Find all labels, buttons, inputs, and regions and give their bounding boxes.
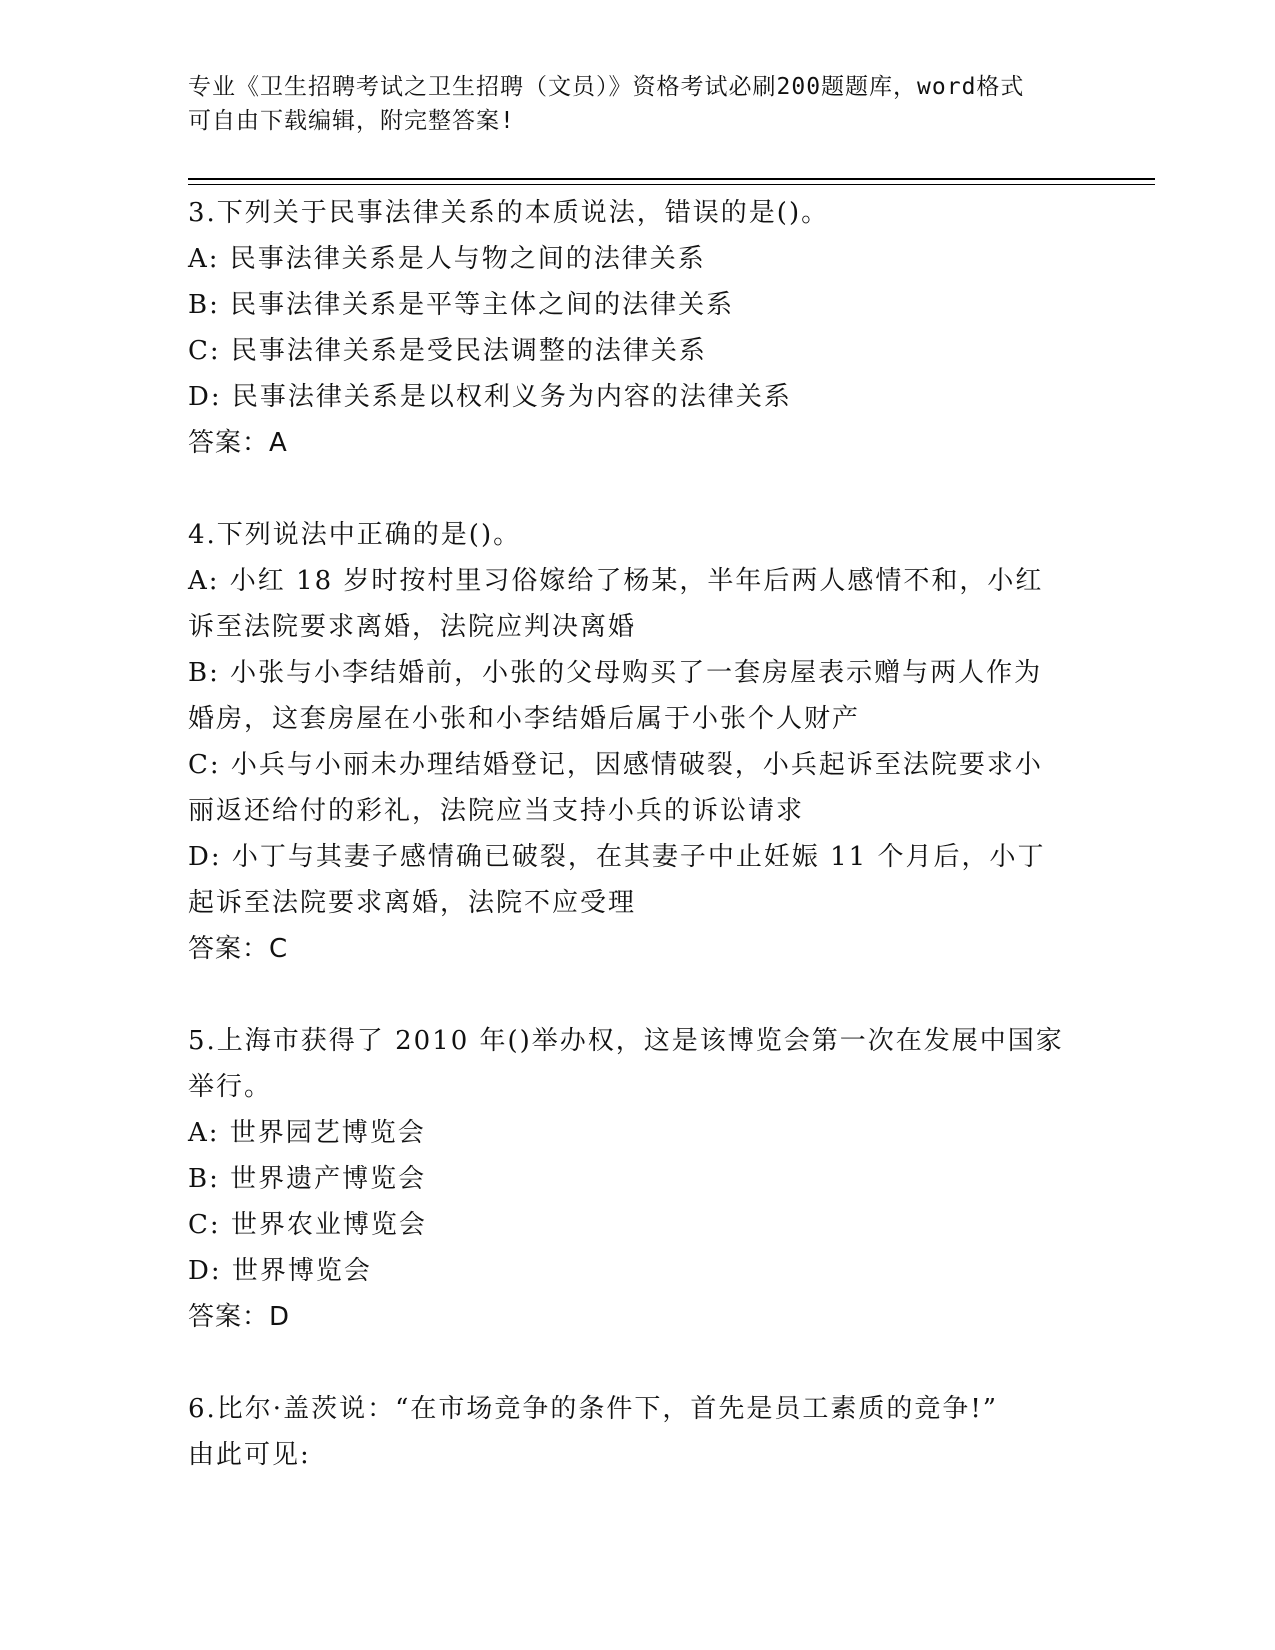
header-line-2: 可自由下载编辑，附完整答案! <box>188 108 515 134</box>
answer-option <box>188 328 1068 374</box>
answer-option <box>188 742 1068 834</box>
question-stem-line: 3.下列关于民事法律关系的本质说法，错误的是()。 <box>188 198 830 228</box>
answer-option <box>188 650 1068 742</box>
option-text-line: D: 世界博览会 <box>188 1256 372 1286</box>
answer-option <box>188 1110 1068 1156</box>
answer-key: 答案：A <box>188 428 288 458</box>
option-text-line: 诉至法院要求离婚，法院应判决离婚 <box>188 612 637 642</box>
option-text-line: B: 小张与小李结婚前，小张的父母购买了一套房屋表示赠与两人作为 <box>188 658 1043 688</box>
answer-option <box>188 558 1068 650</box>
question-block <box>188 1018 1068 1340</box>
option-text-line: D: 小丁与其妻子感情确已破裂，在其妻子中止妊娠 11 个月后，小丁 <box>188 842 1046 872</box>
option-text-line: A: 民事法律关系是人与物之间的法律关系 <box>188 244 706 274</box>
option-text-line: B: 世界遗产博览会 <box>188 1164 427 1194</box>
question-spacer <box>188 1340 1068 1386</box>
option-text-line: A: 世界园艺博览会 <box>188 1118 426 1148</box>
answer-option <box>188 1248 1068 1294</box>
question-block <box>188 1386 1068 1478</box>
answer-key: 答案：C <box>188 934 289 964</box>
question-block <box>188 512 1068 972</box>
option-text-line: C: 小兵与小丽未办理结婚登记，因感情破裂，小兵起诉至法院要求小 <box>188 750 1043 780</box>
question-stem-line: 由此可见: <box>188 1440 311 1470</box>
option-text-line: B: 民事法律关系是平等主体之间的法律关系 <box>188 290 735 320</box>
question-stem-line: 5.上海市获得了 2010 年()举办权，这是该博览会第一次在发展中国家 <box>188 1026 1064 1056</box>
question-stem-line: 举行。 <box>188 1072 273 1102</box>
option-text-line: C: 民事法律关系是受民法调整的法律关系 <box>188 336 707 366</box>
answer-option <box>188 374 1068 420</box>
question-spacer <box>188 466 1068 512</box>
answer-option <box>188 834 1068 926</box>
question-spacer <box>188 972 1068 1018</box>
option-text-line: 起诉至法院要求离婚，法院不应受理 <box>188 888 637 918</box>
option-text-line: D: 民事法律关系是以权利义务为内容的法律关系 <box>188 382 792 412</box>
answer-option <box>188 236 1068 282</box>
question-list <box>188 190 1068 1478</box>
answer-option <box>188 1156 1068 1202</box>
answer-key: 答案：D <box>188 1302 291 1332</box>
header-divider-thin <box>188 184 1155 185</box>
header-divider-thick <box>188 178 1155 180</box>
header-line-1: 专业《卫生招聘考试之卫生招聘（文员）》资格考试必刷200题题库，word格式 <box>188 74 1025 100</box>
document-header <box>188 70 1068 138</box>
option-text-line: 丽返还给付的彩礼，法院应当支持小兵的诉讼请求 <box>188 796 805 826</box>
question-stem-line: 4.下列说法中正确的是()。 <box>188 520 522 550</box>
answer-option <box>188 282 1068 328</box>
answer-option <box>188 1202 1068 1248</box>
question-stem-line: 6.比尔·盖茨说：“在市场竞争的条件下，首先是员工素质的竞争!” <box>188 1394 999 1424</box>
option-text-line: C: 世界农业博览会 <box>188 1210 427 1240</box>
question-block <box>188 190 1068 466</box>
option-text-line: 婚房，这套房屋在小张和小李结婚后属于小张个人财产 <box>188 704 861 734</box>
option-text-line: A: 小红 18 岁时按村里习俗嫁给了杨某，半年后两人感情不和，小红 <box>188 566 1044 596</box>
